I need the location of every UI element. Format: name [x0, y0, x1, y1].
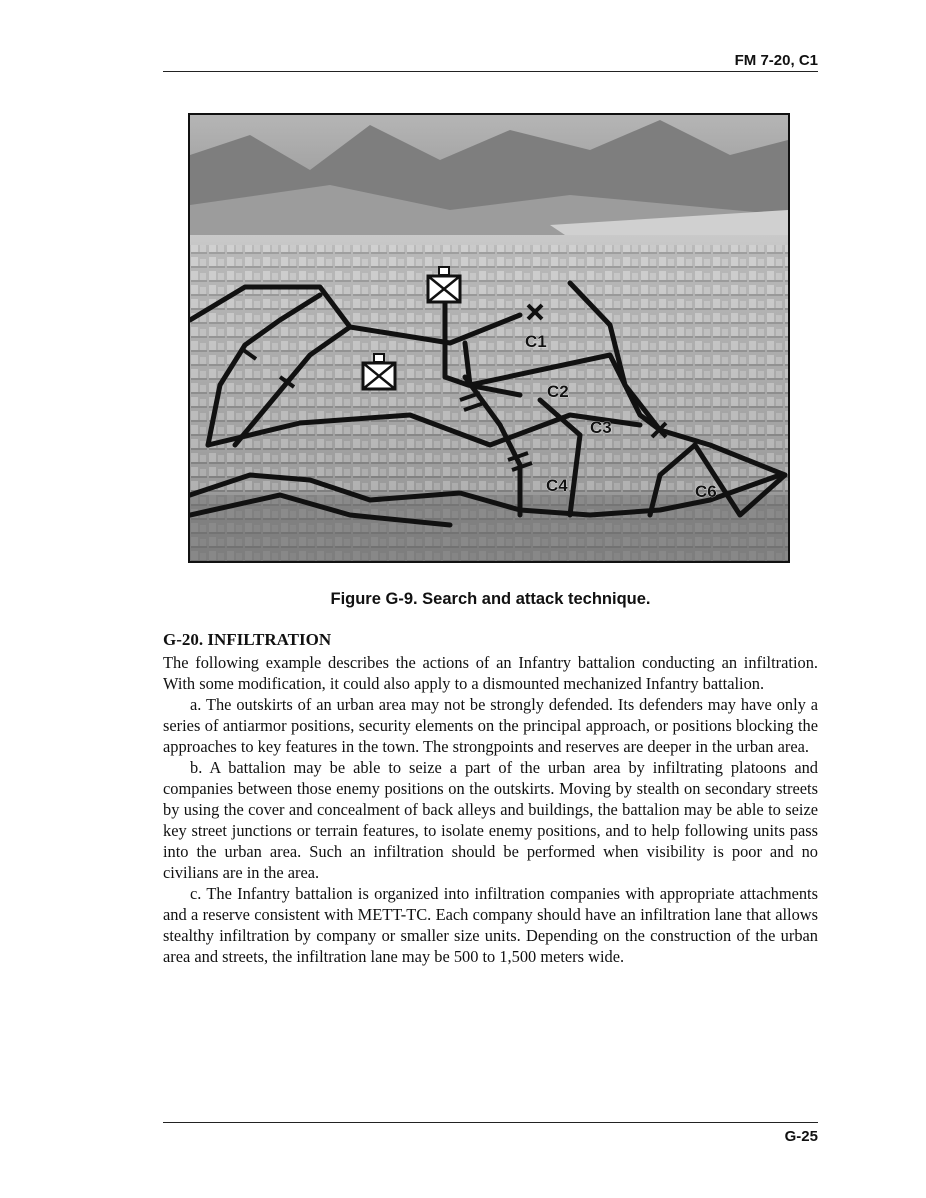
footer-rule: [163, 1122, 818, 1123]
unit-label-c4: C4: [546, 476, 568, 495]
unit-label-c3: C3: [590, 418, 612, 437]
foreground-hill: [190, 495, 788, 561]
figure-photo: [188, 113, 790, 563]
body-paragraph: c. The Infantry battalion is organized into infiltration companies with appropriate attachments and a reserve consistent with METT-TC. Each company should have an infiltration lane that allows stealthy infiltration by company or smaller size units. Depending on the construction of the urban area and streets, the infiltration lane may be 500 to 1,500 meters wide.: [163, 884, 818, 966]
body-paragraph: a. The outskirts of an urban area may not be strongly defended. Its defenders may have only a series of antiarmor positions, security elements on the principal approach, or positions blocking the approaches to key features in the town. The strongpoints and reserves are deeper in the urban area.: [163, 695, 818, 756]
body-paragraph: b. A battalion may be able to seize a part of the urban area by infiltrating platoons and companies between those enemy positions on the outskirts. Moving by stealth on secondary streets by using the cover and concealment of back alleys and buildings, the battalion may be able to seize key street junctions or terrain features, to isolate enemy positions, and to help following units pass into the urban area. Such an infiltration should be performed when visibility is poor and no civilians are in the area.: [163, 758, 818, 882]
document-id: FM 7-20, C1: [734, 52, 818, 69]
page-number: G-25: [784, 1128, 818, 1145]
unit-label-c1: C1: [525, 332, 547, 351]
section-body: [163, 652, 818, 967]
header-rule: [163, 71, 818, 72]
figure-caption: Figure G-9. Search and attack technique.: [330, 590, 651, 608]
unit-label-c6: C6: [695, 482, 717, 501]
body-paragraph: The following example describes the actions of an Infantry battalion conducting an infiltration. With some modification, it could also apply to a dismounted mechanized Infantry battalion.: [163, 653, 818, 693]
unit-label-c2: C2: [547, 382, 569, 401]
section-heading: G-20. INFILTRATION: [163, 630, 332, 649]
